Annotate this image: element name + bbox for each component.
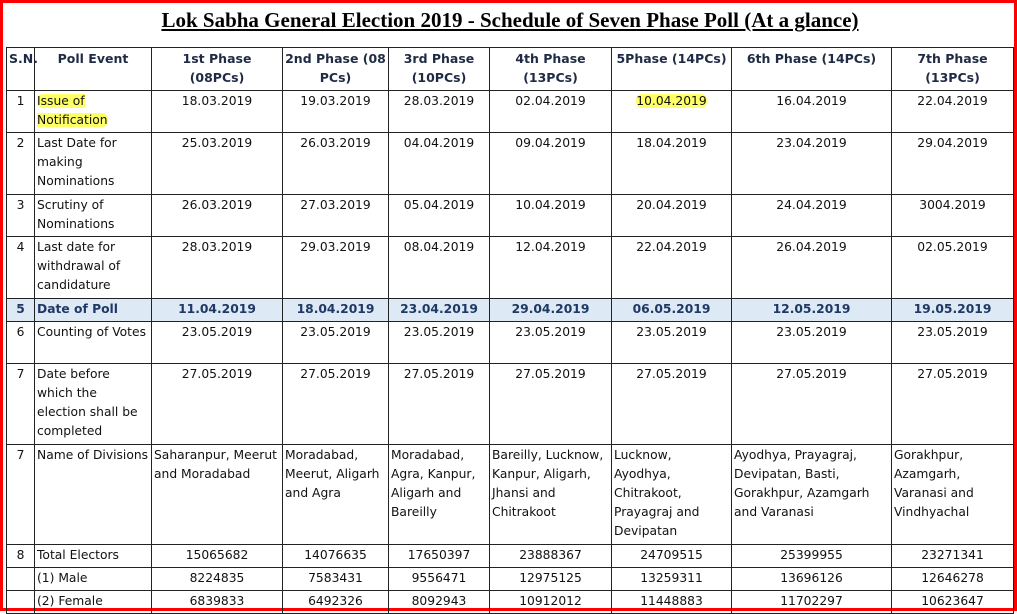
cell-phase-6: 26.04.2019 — [732, 237, 892, 299]
header-phase-7: 7th Phase (13PCs) — [892, 48, 1014, 91]
cell-phase-7: 22.04.2019 — [892, 91, 1014, 133]
row-event: Scrutiny of Nominations — [35, 195, 152, 237]
cell-phase-2: 6492326 — [283, 591, 389, 614]
table-row-scrutiny — [7, 195, 1014, 237]
cell-phase-3: 17650397 — [389, 545, 490, 568]
row-sn — [7, 591, 35, 614]
cell-phase-4: 12975125 — [490, 568, 612, 591]
cell-phase-4: 27.05.2019 — [490, 364, 612, 445]
cell-phase-1: 23.05.2019 — [152, 322, 283, 364]
cell-phase-7: 02.05.2019 — [892, 237, 1014, 299]
row-sn: 7 — [7, 364, 35, 445]
cell-phase-5: 11448883 — [612, 591, 732, 614]
cell-phase-3: 27.05.2019 — [389, 364, 490, 445]
table-row-counting — [7, 322, 1014, 364]
header-phase-5: 5Phase (14PCs) — [612, 48, 732, 91]
cell-phase-2: 19.03.2019 — [283, 91, 389, 133]
header-phase-3: 3rd Phase (10PCs) — [389, 48, 490, 91]
cell-phase-7: 29.04.2019 — [892, 133, 1014, 195]
table-row-issue-of-notification — [7, 91, 1014, 133]
row-sn: 8 — [7, 545, 35, 568]
cell-phase-3: 28.03.2019 — [389, 91, 490, 133]
cell-phase-4: Bareilly, Lucknow, Kanpur, Aligarh, Jhansi and Chitrakoot — [490, 445, 612, 545]
cell-phase-6: 27.05.2019 — [732, 364, 892, 445]
row-sn: 5 — [7, 299, 35, 322]
cell-phase-3: 9556471 — [389, 568, 490, 591]
header-poll-event: Poll Event — [35, 48, 152, 91]
cell-phase-2: 7583431 — [283, 568, 389, 591]
cell-phase-3: 05.04.2019 — [389, 195, 490, 237]
cell-phase-5: 22.04.2019 — [612, 237, 732, 299]
cell-phase-5: 13259311 — [612, 568, 732, 591]
cell-phase-1: 28.03.2019 — [152, 237, 283, 299]
cell-phase-4: 10912012 — [490, 591, 612, 614]
cell-phase-3: Moradabad, Agra, Kanpur, Aligarh and Bareilly — [389, 445, 490, 545]
row-event: Date of Poll — [35, 299, 152, 322]
cell-phase-1: 15065682 — [152, 545, 283, 568]
row-event: (2) Female — [35, 591, 152, 614]
cell-phase-5-value: 10.04.2019 — [636, 94, 707, 108]
row-event: Total Electors — [35, 545, 152, 568]
cell-phase-3: 08.04.2019 — [389, 237, 490, 299]
cell-phase-6: 16.04.2019 — [732, 91, 892, 133]
table-row-completion-date — [7, 364, 1014, 445]
cell-phase-1: 6839833 — [152, 591, 283, 614]
cell-phase-2: Moradabad, Meerut, Aligarh and Agra — [283, 445, 389, 545]
cell-phase-6: 23.05.2019 — [732, 322, 892, 364]
row-event — [35, 91, 152, 133]
cell-phase-7: Gorakhpur, Azamgarh, Varanasi and Vindhyachal — [892, 445, 1014, 545]
row-sn: 6 — [7, 322, 35, 364]
cell-phase-1: 18.03.2019 — [152, 91, 283, 133]
cell-phase-7: 23271341 — [892, 545, 1014, 568]
cell-phase-1: 11.04.2019 — [152, 299, 283, 322]
cell-phase-5: 23.05.2019 — [612, 322, 732, 364]
table-row-last-date-nominations — [7, 133, 1014, 195]
cell-phase-5: Lucknow, Ayodhya, Chitrakoot, Prayagraj and Devipatan — [612, 445, 732, 545]
row-event: Date before which the election shall be completed — [35, 364, 152, 445]
row-sn: 2 — [7, 133, 35, 195]
cell-phase-1: Saharanpur, Meerut and Moradabad — [152, 445, 283, 545]
cell-phase-2: 26.03.2019 — [283, 133, 389, 195]
cell-phase-2: 27.03.2019 — [283, 195, 389, 237]
cell-phase-1: 27.05.2019 — [152, 364, 283, 445]
cell-phase-4: 29.04.2019 — [490, 299, 612, 322]
row-event-label: Issue of Notification — [37, 94, 108, 127]
cell-phase-7: 10623647 — [892, 591, 1014, 614]
schedule-table — [6, 47, 1014, 614]
cell-phase-4: 10.04.2019 — [490, 195, 612, 237]
row-event: Last date for withdrawal of candidature — [35, 237, 152, 299]
cell-phase-3: 23.05.2019 — [389, 322, 490, 364]
cell-phase-2: 23.05.2019 — [283, 322, 389, 364]
table-row-total-electors — [7, 545, 1014, 568]
cell-phase-7: 23.05.2019 — [892, 322, 1014, 364]
cell-phase-4: 09.04.2019 — [490, 133, 612, 195]
table-row-divisions — [7, 445, 1014, 545]
cell-phase-2: 18.04.2019 — [283, 299, 389, 322]
cell-phase-6: 24.04.2019 — [732, 195, 892, 237]
cell-phase-3: 8092943 — [389, 591, 490, 614]
table-row-date-of-poll — [7, 299, 1014, 322]
cell-phase-5: 20.04.2019 — [612, 195, 732, 237]
cell-phase-1: 8224835 — [152, 568, 283, 591]
cell-phase-3: 23.04.2019 — [389, 299, 490, 322]
cell-phase-4: 02.04.2019 — [490, 91, 612, 133]
cell-phase-4: 12.04.2019 — [490, 237, 612, 299]
cell-phase-2: 27.05.2019 — [283, 364, 389, 445]
cell-phase-6: 11702297 — [732, 591, 892, 614]
table-row-withdrawal — [7, 237, 1014, 299]
row-sn — [7, 568, 35, 591]
row-event: Name of Divisions — [35, 445, 152, 545]
cell-phase-1: 25.03.2019 — [152, 133, 283, 195]
cell-phase-7: 12646278 — [892, 568, 1014, 591]
cell-phase-6: Ayodhya, Prayagraj, Devipatan, Basti, Gorakhpur, Azamgarh and Varanasi — [732, 445, 892, 545]
header-row — [7, 48, 1014, 91]
cell-phase-2: 29.03.2019 — [283, 237, 389, 299]
row-sn: 4 — [7, 237, 35, 299]
table-row-female-electors — [7, 591, 1014, 614]
cell-phase-3: 04.04.2019 — [389, 133, 490, 195]
page-title: Lok Sabha General Election 2019 - Schedule of Seven Phase Poll (At a glance) — [161, 8, 859, 32]
row-sn: 3 — [7, 195, 35, 237]
cell-phase-7: 19.05.2019 — [892, 299, 1014, 322]
header-sn: S.N. — [7, 48, 35, 91]
header-phase-2: 2nd Phase (08 PCs) — [283, 48, 389, 91]
cell-phase-1: 26.03.2019 — [152, 195, 283, 237]
cell-phase-7: 27.05.2019 — [892, 364, 1014, 445]
cell-phase-2: 14076635 — [283, 545, 389, 568]
row-event: Last Date for making Nominations — [35, 133, 152, 195]
cell-phase-6: 13696126 — [732, 568, 892, 591]
cell-phase-7: 3004.2019 — [892, 195, 1014, 237]
cell-phase-6: 12.05.2019 — [732, 299, 892, 322]
cell-phase-5 — [612, 91, 732, 133]
cell-phase-5: 06.05.2019 — [612, 299, 732, 322]
cell-phase-4: 23888367 — [490, 545, 612, 568]
row-event: (1) Male — [35, 568, 152, 591]
header-phase-1: 1st Phase (08PCs) — [152, 48, 283, 91]
row-sn: 7 — [7, 445, 35, 545]
cell-phase-5: 24709515 — [612, 545, 732, 568]
row-event: Counting of Votes — [35, 322, 152, 364]
cell-phase-4: 23.05.2019 — [490, 322, 612, 364]
cell-phase-6: 23.04.2019 — [732, 133, 892, 195]
cell-phase-5: 18.04.2019 — [612, 133, 732, 195]
row-sn: 1 — [7, 91, 35, 133]
header-phase-4: 4th Phase (13PCs) — [490, 48, 612, 91]
cell-phase-6: 25399955 — [732, 545, 892, 568]
cell-phase-5: 27.05.2019 — [612, 364, 732, 445]
header-phase-6: 6th Phase (14PCs) — [732, 48, 892, 91]
table-row-male-electors — [7, 568, 1014, 591]
